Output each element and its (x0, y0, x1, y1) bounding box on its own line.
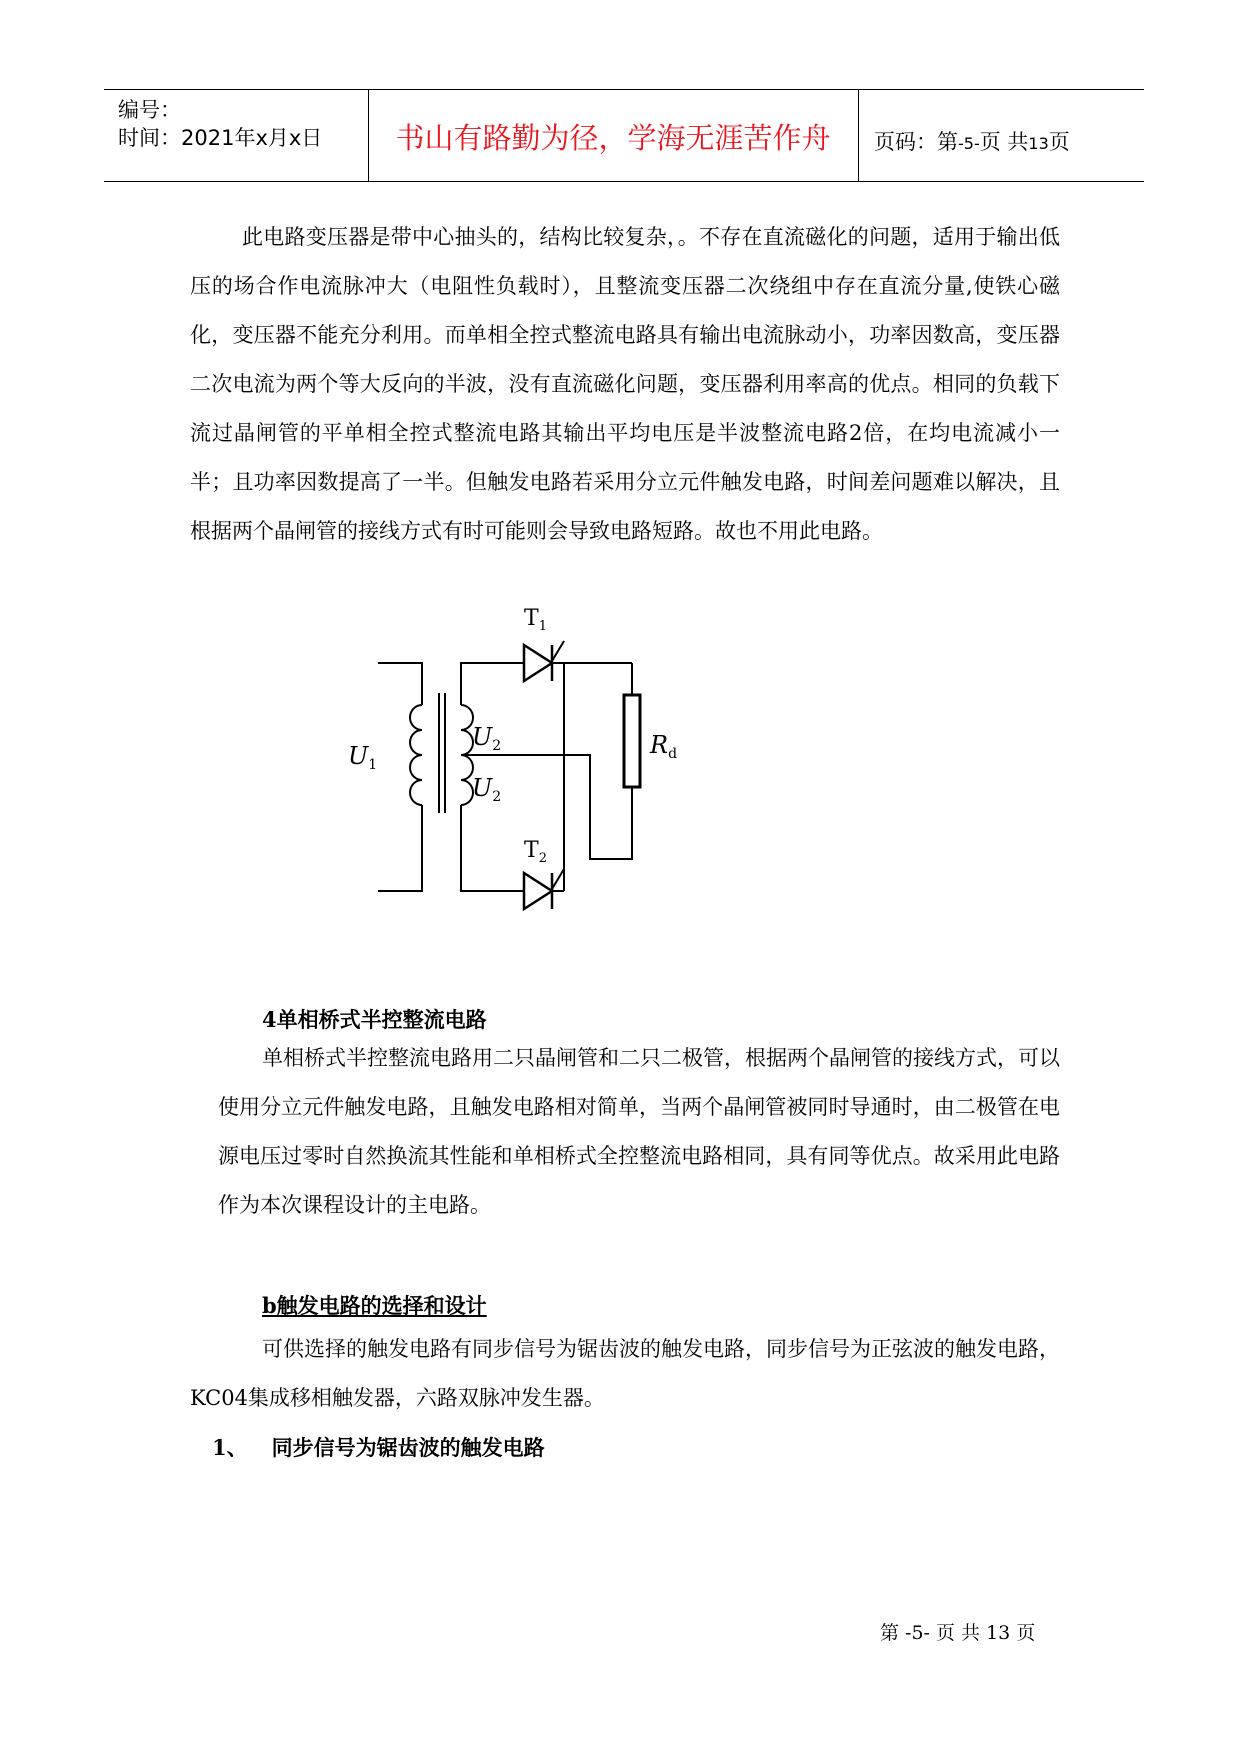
paragraph-half-control-bridge: 单相桥式半控整流电路用二只晶闸管和二只二极管，根据两个晶闸管的接线方式，可以使用分立元件触发电路，且触发电路相对简单，当两个晶闸管被同时导通时，由二极管在电源电压过零时自然换流其性能和单相桥式全控整流电路相同，具有同等优点。故采用此电路作为本次课程设计的主电路。 (218, 1046, 1060, 1217)
header-motto: 书山有路勤为径，学海无涯苦作舟 (395, 121, 831, 155)
section-heading-1 (212, 1432, 545, 1462)
page-number: -5- (958, 134, 980, 153)
page-footer: 第 -5- 页 共 13 页 (880, 1622, 1036, 1644)
section-heading-b: b触发电路的选择和设计 (262, 1293, 487, 1318)
paragraph-full-wave-analysis: 此电路变压器是带中心抽头的，结构比较复杂，。不存在直流磁化的问题，适用于输出低压的场合作电流脉冲大（电阻性负载时），且整流变压器二次绕组中存在直流分量,使铁心磁化，变压器不能充分利用。而单相全控式整流电路具有输出电流脉动小，功率因数高，变压器二次电流为两个等大反向的半波，没有直流磁化问题，变压器利用率高的优点。相同的负载下流过晶闸管的平单相全控式整流电路其输出平均电压是半波整流电路2倍，在均电流减小一半；且功率因数提高了一半。但触发电路若采用分立元件触发电路，时间差问题难以解决，且根据两个晶闸管的接线方式有时可能则会导致电路短路。故也不用此电路。 (190, 225, 1060, 543)
paragraph-trigger-options: 可供选择的触发电路有同步信号为锯齿波的触发电路，同步信号为正弦波的触发电路，KC04集成移相触发器，六路双脉冲发生器。 (190, 1337, 1060, 1410)
label-t2: $T_2$ (524, 838, 547, 866)
page-total: 13 (1028, 134, 1049, 153)
load-resistor-symbol (624, 695, 640, 787)
header-right-cell (858, 90, 1144, 181)
section-heading-4: 4单相桥式半控整流电路 (262, 1007, 487, 1032)
full-wave-rectifier-circuit-diagram (340, 595, 780, 915)
heading-1-text: 同步信号为锯齿波的触发电路 (271, 1435, 545, 1460)
page-mid: 页 共 (979, 130, 1029, 154)
heading-1-number: 1、 (212, 1435, 248, 1460)
label-u1: $U_1$ (348, 742, 378, 773)
document-time-label: 时间：2021年x月x日 (118, 126, 323, 150)
thyristor-t1-symbol (524, 641, 564, 681)
label-t1: $T_1$ (524, 606, 547, 634)
label-u2-lower: $U_2$ (472, 774, 502, 805)
thyristor-t2-symbol (524, 869, 564, 909)
page-header (104, 89, 1144, 182)
label-u2-upper: $U_2$ (472, 723, 502, 754)
circuit-wires (378, 663, 632, 891)
page-prefix: 页码：第 (874, 130, 958, 154)
header-middle-cell (368, 90, 859, 181)
label-rd: $R_d$ (650, 731, 678, 762)
header-left-cell (104, 90, 369, 181)
header-page-info (874, 126, 1070, 156)
document-code-label: 编号： (118, 98, 181, 122)
page-suffix: 页 (1048, 130, 1070, 154)
